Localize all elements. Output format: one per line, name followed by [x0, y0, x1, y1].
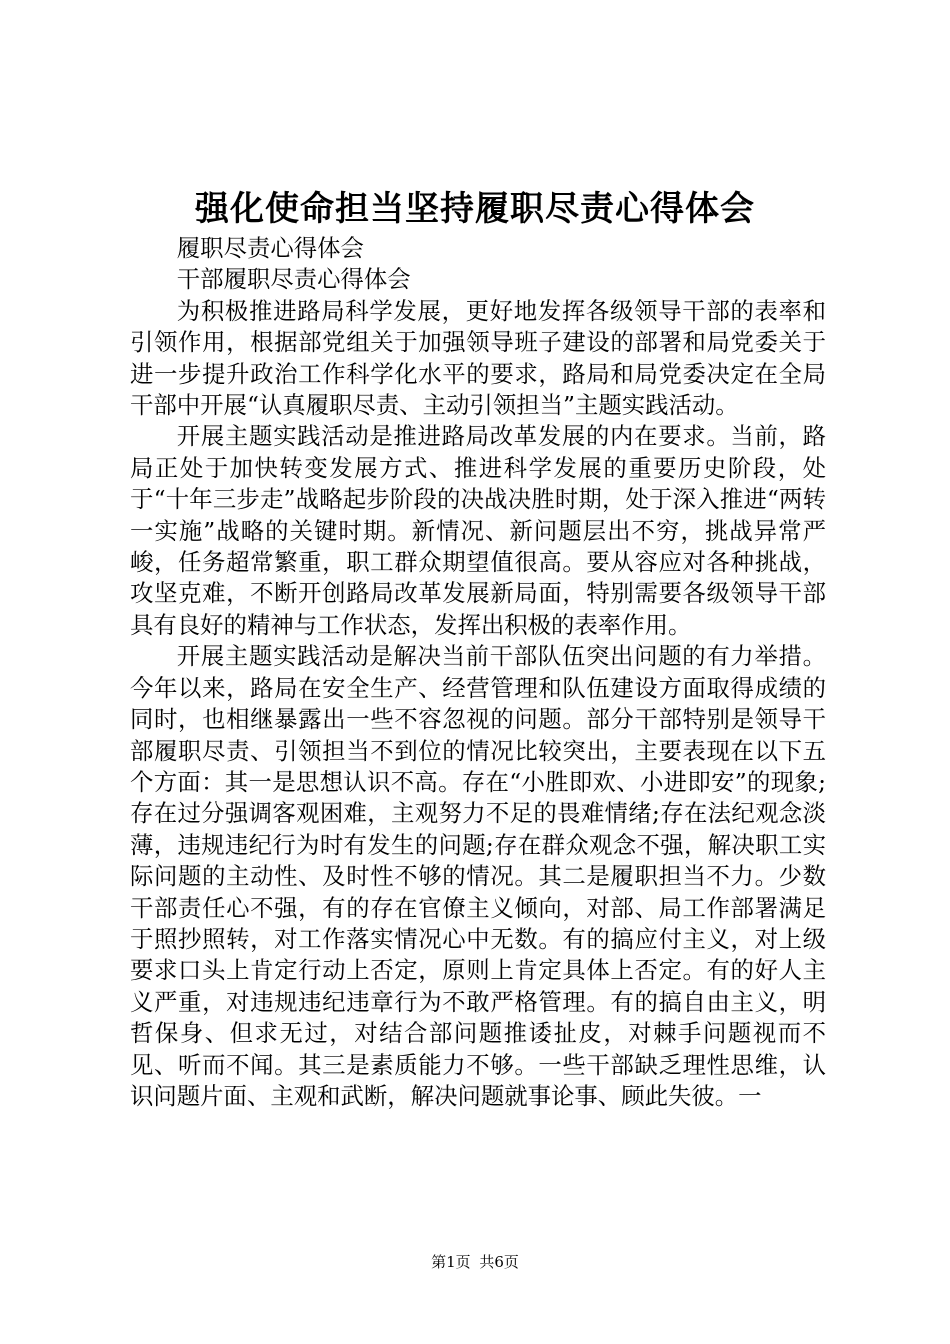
paragraph-3: 开展主题实践活动是解决当前干部队伍突出问题的有力举措。今年以来，路局在安全生产、经营管理和队伍建设方面取得成绩的同时，也相继暴露出一些不容忽视的问题。部分干部特别是领导干部履职尽责、引领担当不到位的情况比较突出，主要表现在以下五个方面：其一是思想认识不高。存在“小胜即欢、小进即安”的现象;存在过分强调客观困难，主观努力不足的畏难情绪;存在法纪观念淡薄，违规违纪行为时有发生的问题;存在群众观念不强，解决职工实际问题的主动性、及时性不够的情况。其二是履职担当不力。少数干部责任心不强，有的存在官僚主义倾向，对部、局工作部署满足于照抄照转，对工作落实情况心中无数。有的搞应付主义，对上级要求口头上肯定行动上否定，原则上肯定具体上否定。有的好人主义严重，对违规违纪违章行为不敢严格管理。有的搞自由主义，明哲保身、但求无过，对结合部问题推诿扯皮，对棘手问题视而不见、听而不闻。其三是素质能力不够。一些干部缺乏理性思维，认识问题片面、主观和武断，解决问题就事论事、顾此失彼。一	[130, 642, 826, 1110]
paragraph-2: 开展主题实践活动是推进路局改革发展的内在要求。当前，路局正处于加快转变发展方式、推进科学发展的重要历史阶段，处于“十年三步走”战略起步阶段的决战决胜时期，处于深入推进“两转一实施”战略的关键时期。新情况、新问题层出不穷，挑战异常严峻，任务超常繁重，职工群众期望值很高。要从容应对各种挑战，攻坚克难，不断开创路局改革发展新局面，特别需要各级领导干部具有良好的精神与工作状态，发挥出积极的表率作用。	[130, 422, 826, 639]
subheading-1: 履职尽责心得体会	[176, 234, 364, 262]
page-total: 共6页	[479, 1253, 519, 1271]
document-body	[130, 233, 826, 1112]
document-title: 强化使命担当坚持履职尽责心得体会	[195, 189, 755, 229]
page-number: 第1页	[431, 1253, 471, 1271]
paragraph-1: 为积极推进路局科学发展，更好地发挥各级领导干部的表率和引领作用，根据部党组关于加强领导班子建设的部署和局党委关于进一步提升政治工作科学化水平的要求，路局和局党委决定在全局干部中开展“认真履职尽责、主动引领担当”主题实践活动。	[130, 296, 826, 420]
subheading-2: 干部履职尽责心得体会	[176, 265, 411, 294]
page-footer	[0, 1252, 950, 1272]
